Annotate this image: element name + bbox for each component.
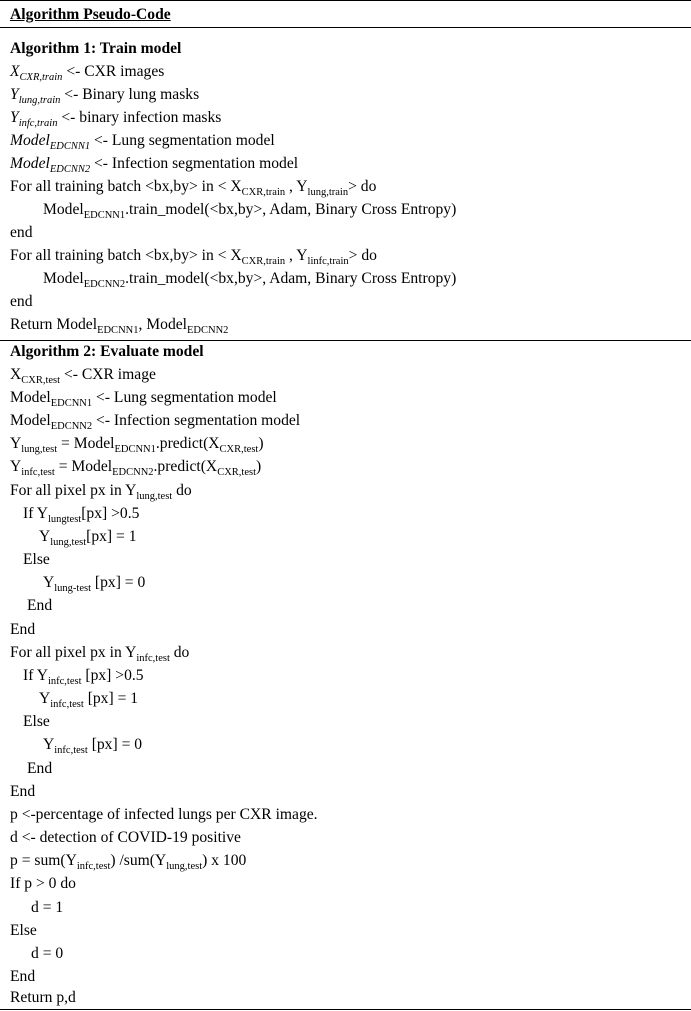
- algorithm2-line-9: Else: [23, 551, 50, 568]
- algorithm1-line-11: end: [10, 293, 33, 310]
- algorithm1-line-6: For all training batch <bx,by> in < $X_{CXR,train}$ , $Y_{lung,train}>$ do: [10, 178, 377, 198]
- algorithm2-line-15: $Y_{infc,test}$ [px] = 1: [39, 690, 139, 710]
- algorithm2-line-13: For all pixel px in $Y_{infc,test}$ do: [10, 644, 190, 664]
- algorithm2-line-10: $Y_{lung-test}$ [px] = 0: [43, 574, 146, 594]
- algorithm2-line-7: If $Y_{lungtest}[px] >0.5$: [23, 505, 140, 525]
- section-rule: [0, 340, 691, 341]
- algorithm1-line-2: $Y_{lung,train}$ <- Binary lung masks: [10, 86, 200, 106]
- algorithm1-line-4: Model$_{EDCNN1}$ <- Lung segmentation model: [10, 132, 275, 152]
- algorithm2-line-6: For all pixel px in $Y_{lung,test}$ do: [10, 482, 192, 502]
- algorithm1-line-5: Model$_{EDCNN2}$ <- Infection segmentation model: [10, 155, 299, 175]
- algorithm2-line-11: End: [27, 597, 53, 614]
- algorithm2-title: Algorithm 2: Evaluate model: [10, 343, 204, 360]
- table-top-rule: [0, 0, 691, 1]
- algorithm1-line-3: $Y_{infc,train}$ <- binary infection masks: [10, 109, 222, 129]
- algorithm2-line-23: If p > 0 do: [10, 875, 76, 892]
- algorithm2-line-14: If $Y_{infc,test}$ [px] >0.5: [23, 667, 144, 687]
- table-bottom-rule: [0, 1009, 691, 1010]
- algorithm2-line-16: Else: [23, 713, 50, 730]
- table-header-title: Algorithm Pseudo-Code: [10, 6, 171, 23]
- algorithm1-line-10: Model$_{EDCNN2}$.train_model(<bx,by>, Adam, Binary Cross Entropy): [43, 270, 457, 290]
- header-rule: [0, 27, 691, 28]
- algorithm2-line-2: Model$_{EDCNN1}$ <- Lung segmentation model: [10, 389, 277, 409]
- algorithm1-title: Algorithm 1: Train model: [10, 40, 182, 57]
- algorithm1-line-1: $X_{CXR,train}$ <- CXR images: [10, 63, 165, 83]
- algorithm2-line-17: $Y_{infc,test}$ [px] = 0: [43, 736, 143, 756]
- algorithm2-line-20: p <-percentage of infected lungs per CXR image.: [10, 806, 318, 823]
- algorithm1-line-9: For all training batch <bx,by> in < $X_{CXR,train}$ , $Y_{linfc,train}>$ do: [10, 247, 377, 267]
- algorithm1-line-8: end: [10, 224, 33, 241]
- algorithm2-line-4: $Y_{lung,test}$ = $Model_{EDCNN1}.predict(X_{CXR,test})$: [10, 435, 264, 455]
- algorithm1-line-7: Model$_{EDCNN1}$.train_model(<bx,by>, Adam, Binary Cross Entropy): [43, 201, 457, 221]
- algorithm2-line-1: $X_{CXR,test}$ <- CXR image: [10, 366, 156, 386]
- algorithm1-line-12: Return Model$_{EDCNN1}$, Model$_{EDCNN2}$: [10, 316, 229, 336]
- algorithm2-line-8: $Y_{lung,test}[px] = 1$: [39, 528, 137, 548]
- algorithm2-line-21: d <- detection of COVID-19 positive: [10, 829, 241, 846]
- algorithm2-line-5: $Y_{infc,test}$ = $Model_{EDCNN2}.predict(X_{CXR,test})$: [10, 458, 262, 478]
- algorithm2-line-24: d = 1: [31, 899, 64, 916]
- algorithm2-line-3: Model$_{EDCNN2}$ <- Infection segmentation model: [10, 412, 301, 432]
- algorithm2-line-22: $p = sum(Y_{infc,test})$ $/sum(Y_{lung,test})$ x 100: [10, 852, 247, 872]
- algorithm2-line-28: Return p,d: [10, 989, 76, 1006]
- algorithm2-line-18: End: [27, 760, 53, 777]
- algorithm2-line-26: d = 0: [31, 945, 64, 962]
- algorithm2-line-25: Else: [10, 922, 37, 939]
- algorithm2-line-19: End: [10, 783, 36, 800]
- algorithm2-line-27: End: [10, 968, 36, 985]
- algorithm2-line-12: End: [10, 621, 36, 638]
